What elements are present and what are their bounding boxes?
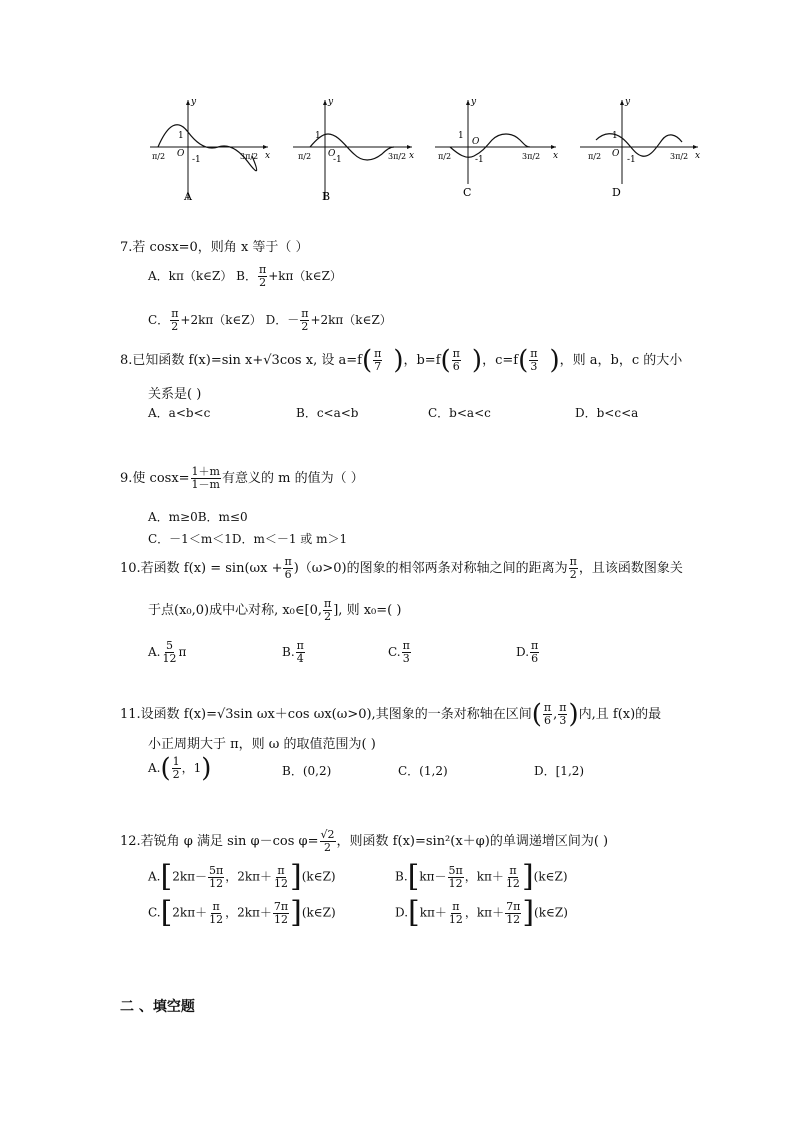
interval-left-text: 2kπ－: [172, 869, 207, 884]
numerator: 5π: [448, 863, 463, 877]
q8-option-d: D．b<c<a: [575, 406, 639, 420]
q12-option-c: [148, 895, 336, 930]
numerator: π: [212, 899, 220, 913]
q8-stem-prefix: 8.已知函数 f(x)=sin x+√3cos x, 设 a=f: [120, 353, 362, 368]
x-axis-label: x: [409, 151, 415, 161]
q12-stem-fraction: [320, 829, 336, 854]
q11-stem-prefix: 11.设函数 f(x)=√3sin ωx＋cos ωx(ω>0),其图象的一条对称轴在区间: [120, 707, 532, 722]
q10-stem-suffix: ，且该函数图象关: [578, 561, 683, 576]
q11-stem-line2: 小正周期大于 π，则 ω 的取值范围为( ): [148, 737, 376, 752]
paren-close: ): [549, 345, 560, 376]
y-axis-label: y: [328, 97, 334, 107]
q11-stem-suffix: 内,且 f(x)的最: [578, 707, 662, 722]
bracket-close: ]: [522, 895, 535, 930]
denominator: 12: [505, 876, 520, 890]
denominator: 7: [374, 360, 382, 373]
q9-fraction: [191, 466, 221, 491]
tick-one: 1: [315, 131, 321, 141]
bracket-close: ]: [290, 895, 302, 930]
tick-right: 3π/2: [670, 152, 689, 161]
q11-option-d: D．[1,2): [534, 764, 585, 778]
q9-stem: [120, 466, 364, 491]
q10-stem-mid: )（ω>0)的图象的相邻两条对称轴之间的距离为: [293, 561, 568, 576]
q7-stem: 7.若 cosx=0，则角 x 等于（ ）: [120, 240, 309, 255]
option-label: B.: [282, 645, 295, 659]
paren-open: (: [361, 345, 373, 376]
tick-one: 1: [612, 131, 618, 141]
q11-option-b: B．(0,2): [282, 764, 332, 778]
graph-row: [140, 92, 710, 207]
option-suffix: (k∈Z): [301, 869, 336, 884]
tick-neg-one: -1: [627, 155, 636, 165]
q11-interval-end: [558, 702, 567, 727]
q10-line2-suffix: ], 则 x₀=( ): [333, 603, 402, 618]
paren-close: ): [471, 345, 483, 376]
paren-open: (: [160, 753, 171, 784]
q11-interval-start: [543, 702, 552, 727]
paren-close: ): [201, 753, 212, 784]
paren-close: ): [568, 699, 579, 730]
q11-option-a: [148, 753, 212, 784]
denominator: 12: [162, 652, 177, 665]
origin-label: O: [472, 137, 480, 147]
y-axis-label: y: [625, 97, 631, 107]
origin-label: O: [328, 149, 336, 159]
section-heading-fill-in: 二 、填空题: [120, 999, 195, 1015]
numerator: π: [452, 347, 460, 360]
graph-c: [435, 97, 558, 199]
q9-stem-prefix: 9.使 cosx=: [120, 471, 190, 486]
interval-right-fraction: [505, 901, 521, 926]
q8-c-fraction: [529, 348, 538, 373]
option-suffix: (k∈Z): [533, 869, 568, 884]
interval-left-fraction: [448, 865, 464, 890]
q12-stem-prefix: 12.若锐角 φ 满足 sin φ－cos φ=: [120, 834, 319, 849]
q8-b-fraction: [452, 348, 461, 373]
numerator: π: [277, 863, 285, 877]
denominator: 2: [324, 841, 332, 854]
q10-c-fraction: [402, 640, 411, 665]
bracket-open: [: [160, 895, 173, 930]
q11-a-fraction: [172, 756, 181, 781]
numerator: π: [374, 347, 382, 360]
q12-stem: [120, 829, 608, 854]
q7-option-c-label: C．: [148, 313, 170, 327]
y-axis-label: y: [471, 97, 477, 107]
numerator: π: [171, 307, 179, 320]
denominator: 1－m: [191, 478, 220, 491]
tick-one: 1: [458, 131, 464, 141]
q11-stem: 11.设函数 f(x)=√3sin ωx＋cos ωx(ω>0),其图象的一条对称轴在区间( $\frac{\pi}{6}$ , $\frac{\pi}{3}$ )内,且 f(x)的最: [120, 699, 662, 730]
option-label: A.: [148, 645, 161, 659]
q7-c-fraction: [170, 308, 179, 333]
paren-open: (: [531, 699, 542, 730]
numerator: 5: [165, 639, 173, 652]
q10-distance-fraction: [569, 556, 578, 581]
graph-label: A: [184, 190, 192, 203]
q7-option-b-label: B．: [236, 269, 257, 283]
denominator: 6: [452, 360, 460, 373]
interval-right-fraction: [505, 865, 521, 890]
q7-option-d-rest: +2kπ（k∈Z）: [310, 313, 392, 327]
paren-open: (: [440, 345, 451, 376]
numerator: π: [324, 597, 332, 610]
denominator: 2: [301, 320, 309, 333]
q7-option-a: A．kπ（k∈Z）: [148, 269, 233, 283]
q10-d-fraction: [530, 640, 539, 665]
q10-line2-fraction: [323, 598, 332, 623]
numerator: π: [559, 701, 567, 714]
tick-neg-one: -1: [475, 155, 484, 165]
denominator: 2: [259, 276, 267, 289]
q8-c-text: ，c=f: [482, 353, 519, 368]
interval-right-fraction: [273, 901, 289, 926]
numerator: 5π: [209, 863, 224, 877]
q10-option-c: [388, 640, 412, 665]
option-suffix: ，1: [181, 761, 202, 775]
denominator: 12: [209, 912, 224, 926]
q7-option-d-label: D．－: [265, 313, 300, 327]
q10-b-fraction: [296, 640, 305, 665]
numerator: 7π: [506, 899, 521, 913]
numerator: π: [402, 639, 410, 652]
q8-stem: [120, 345, 683, 376]
denominator: 12: [209, 876, 224, 890]
denominator: 12: [274, 912, 288, 926]
q10-option-a: [148, 640, 186, 665]
interval-right-fraction: [273, 865, 289, 890]
tick-neg-one: -1: [333, 155, 342, 165]
numerator: π: [543, 701, 552, 714]
graphs-svg: [140, 92, 710, 207]
numerator: 1＋m: [191, 465, 220, 478]
q8-option-c: C．b<a<c: [428, 406, 491, 420]
option-label: B.: [395, 869, 408, 884]
interval-left-fraction: [208, 901, 224, 926]
tick-right: 3π/2: [388, 152, 407, 161]
q11-option-c: C．(1,2): [398, 764, 448, 778]
option-suffix: (k∈Z): [301, 905, 336, 920]
q8-b-text: ，b=f: [403, 353, 441, 368]
option-suffix: π: [178, 645, 187, 659]
interval-right-text: ，2kπ＋: [225, 905, 272, 920]
denominator: 6: [531, 652, 539, 665]
tick-one: 1: [178, 131, 184, 141]
denominator: 12: [448, 876, 463, 890]
q10-option-d: [516, 640, 540, 665]
numerator: π: [452, 899, 460, 913]
bracket-close: ]: [521, 859, 534, 894]
q9-options-ab: A．m≥0B．m≤0: [148, 510, 248, 524]
q10-stem-fraction: [283, 556, 292, 581]
denominator: 12: [448, 912, 463, 926]
tick-left: π/2: [588, 152, 602, 161]
denominator: 12: [506, 912, 521, 926]
graph-d: [580, 97, 700, 199]
q10-a-fraction: [161, 640, 177, 665]
numerator: π: [530, 347, 538, 360]
q7-option-b-rest: +kπ（k∈Z）: [268, 269, 342, 283]
graph-label: C: [463, 186, 472, 199]
interval-left-fraction: [208, 865, 224, 890]
q9-options-cd: C．－1＜m＜1D．m＜－1 或 m＞1: [148, 532, 348, 546]
numerator: π: [258, 263, 267, 276]
numerator: 1: [172, 755, 180, 768]
denominator: 12: [274, 876, 289, 890]
tick-left: π/2: [438, 152, 452, 161]
q8-option-a: A．a<b<c: [148, 406, 211, 420]
q8-stem-suffix: ，则 a，b，c 的大小: [559, 353, 683, 368]
denominator: 2: [324, 610, 332, 623]
option-label: C.: [388, 645, 401, 659]
denominator: 4: [296, 652, 304, 665]
interval-right-text: ，kπ＋: [464, 905, 505, 920]
denominator: 2: [172, 768, 180, 781]
q12-option-b: [395, 859, 568, 894]
paren-close: ): [393, 345, 404, 376]
option-label: C.: [148, 905, 161, 920]
interval-right-text: ，2kπ＋: [225, 869, 273, 884]
bracket-open: [: [407, 859, 420, 894]
numerator: π: [296, 639, 304, 652]
denominator: 2: [569, 568, 577, 581]
q7-d-fraction: [300, 308, 309, 333]
q8-option-b: B．c<a<b: [296, 406, 359, 420]
q10-stem: [120, 556, 683, 581]
denominator: 3: [559, 714, 567, 727]
tick-neg-one: -1: [192, 155, 201, 165]
q8-a-fraction: [373, 348, 382, 373]
q10-line2-prefix: 于点(x₀,0)成中心对称, x₀∈[0,: [148, 603, 322, 618]
y-axis-label: y: [191, 97, 197, 107]
numerator: π: [301, 307, 309, 320]
q7-options-ab: [148, 264, 342, 289]
x-axis-label: x: [265, 151, 271, 161]
denominator: 6: [543, 714, 551, 727]
bracket-open: [: [408, 895, 420, 930]
x-axis-label: x: [553, 151, 559, 161]
q12-option-d: [395, 895, 568, 930]
q12-option-a: [148, 859, 336, 894]
option-label: A.: [148, 761, 161, 775]
q10-stem-line2: [148, 598, 401, 623]
tick-left: π/2: [298, 152, 312, 161]
graph-a: [150, 97, 270, 203]
graph-label: B: [322, 190, 331, 203]
q8-stem-line2: 关系是( ): [148, 387, 202, 402]
paren-open: (: [518, 345, 529, 376]
interval-right-text: ，kπ＋: [464, 869, 504, 884]
denominator: 3: [530, 360, 538, 373]
graph-label: D: [612, 186, 621, 199]
q10-stem-prefix: 10.若函数 f(x) = sin(ωx +: [120, 561, 283, 576]
numerator: π: [284, 555, 292, 568]
interval-left-text: 2kπ＋: [172, 905, 208, 920]
option-label: A.: [148, 869, 161, 884]
numerator: π: [509, 863, 517, 877]
interval-left-text: kπ＋: [419, 905, 447, 920]
graph-b: [293, 97, 414, 203]
tick-left: π/2: [152, 152, 166, 161]
option-label: D.: [395, 905, 409, 920]
denominator: 6: [284, 568, 292, 581]
interval-left-fraction: [448, 901, 464, 926]
tick-right: 3π/2: [240, 152, 259, 161]
option-suffix: (k∈Z): [534, 905, 568, 920]
numerator: √2: [320, 828, 335, 841]
numerator: 7π: [273, 899, 289, 913]
origin-label: O: [177, 149, 185, 159]
tick-right: 3π/2: [522, 152, 541, 161]
q9-stem-suffix: 有意义的 m 的值为（ ）: [221, 471, 364, 486]
origin-label: O: [612, 149, 620, 159]
bracket-open: [: [160, 859, 173, 894]
interval-left-text: kπ－: [419, 869, 447, 884]
q7-option-c-rest: +2kπ（k∈Z）: [180, 313, 262, 327]
denominator: 2: [171, 320, 179, 333]
q12-stem-suffix: ，则函数 f(x)=sin²(x＋φ)的单调递增区间为( ): [336, 834, 609, 849]
q10-option-b: [282, 640, 306, 665]
denominator: 3: [402, 652, 410, 665]
numerator: π: [569, 555, 577, 568]
numerator: π: [531, 639, 539, 652]
q7-options-cd: [148, 308, 392, 333]
x-axis-label: x: [695, 151, 701, 161]
bracket-close: ]: [290, 859, 302, 894]
option-label: D.: [516, 645, 530, 659]
q7-b-fraction: [258, 264, 267, 289]
